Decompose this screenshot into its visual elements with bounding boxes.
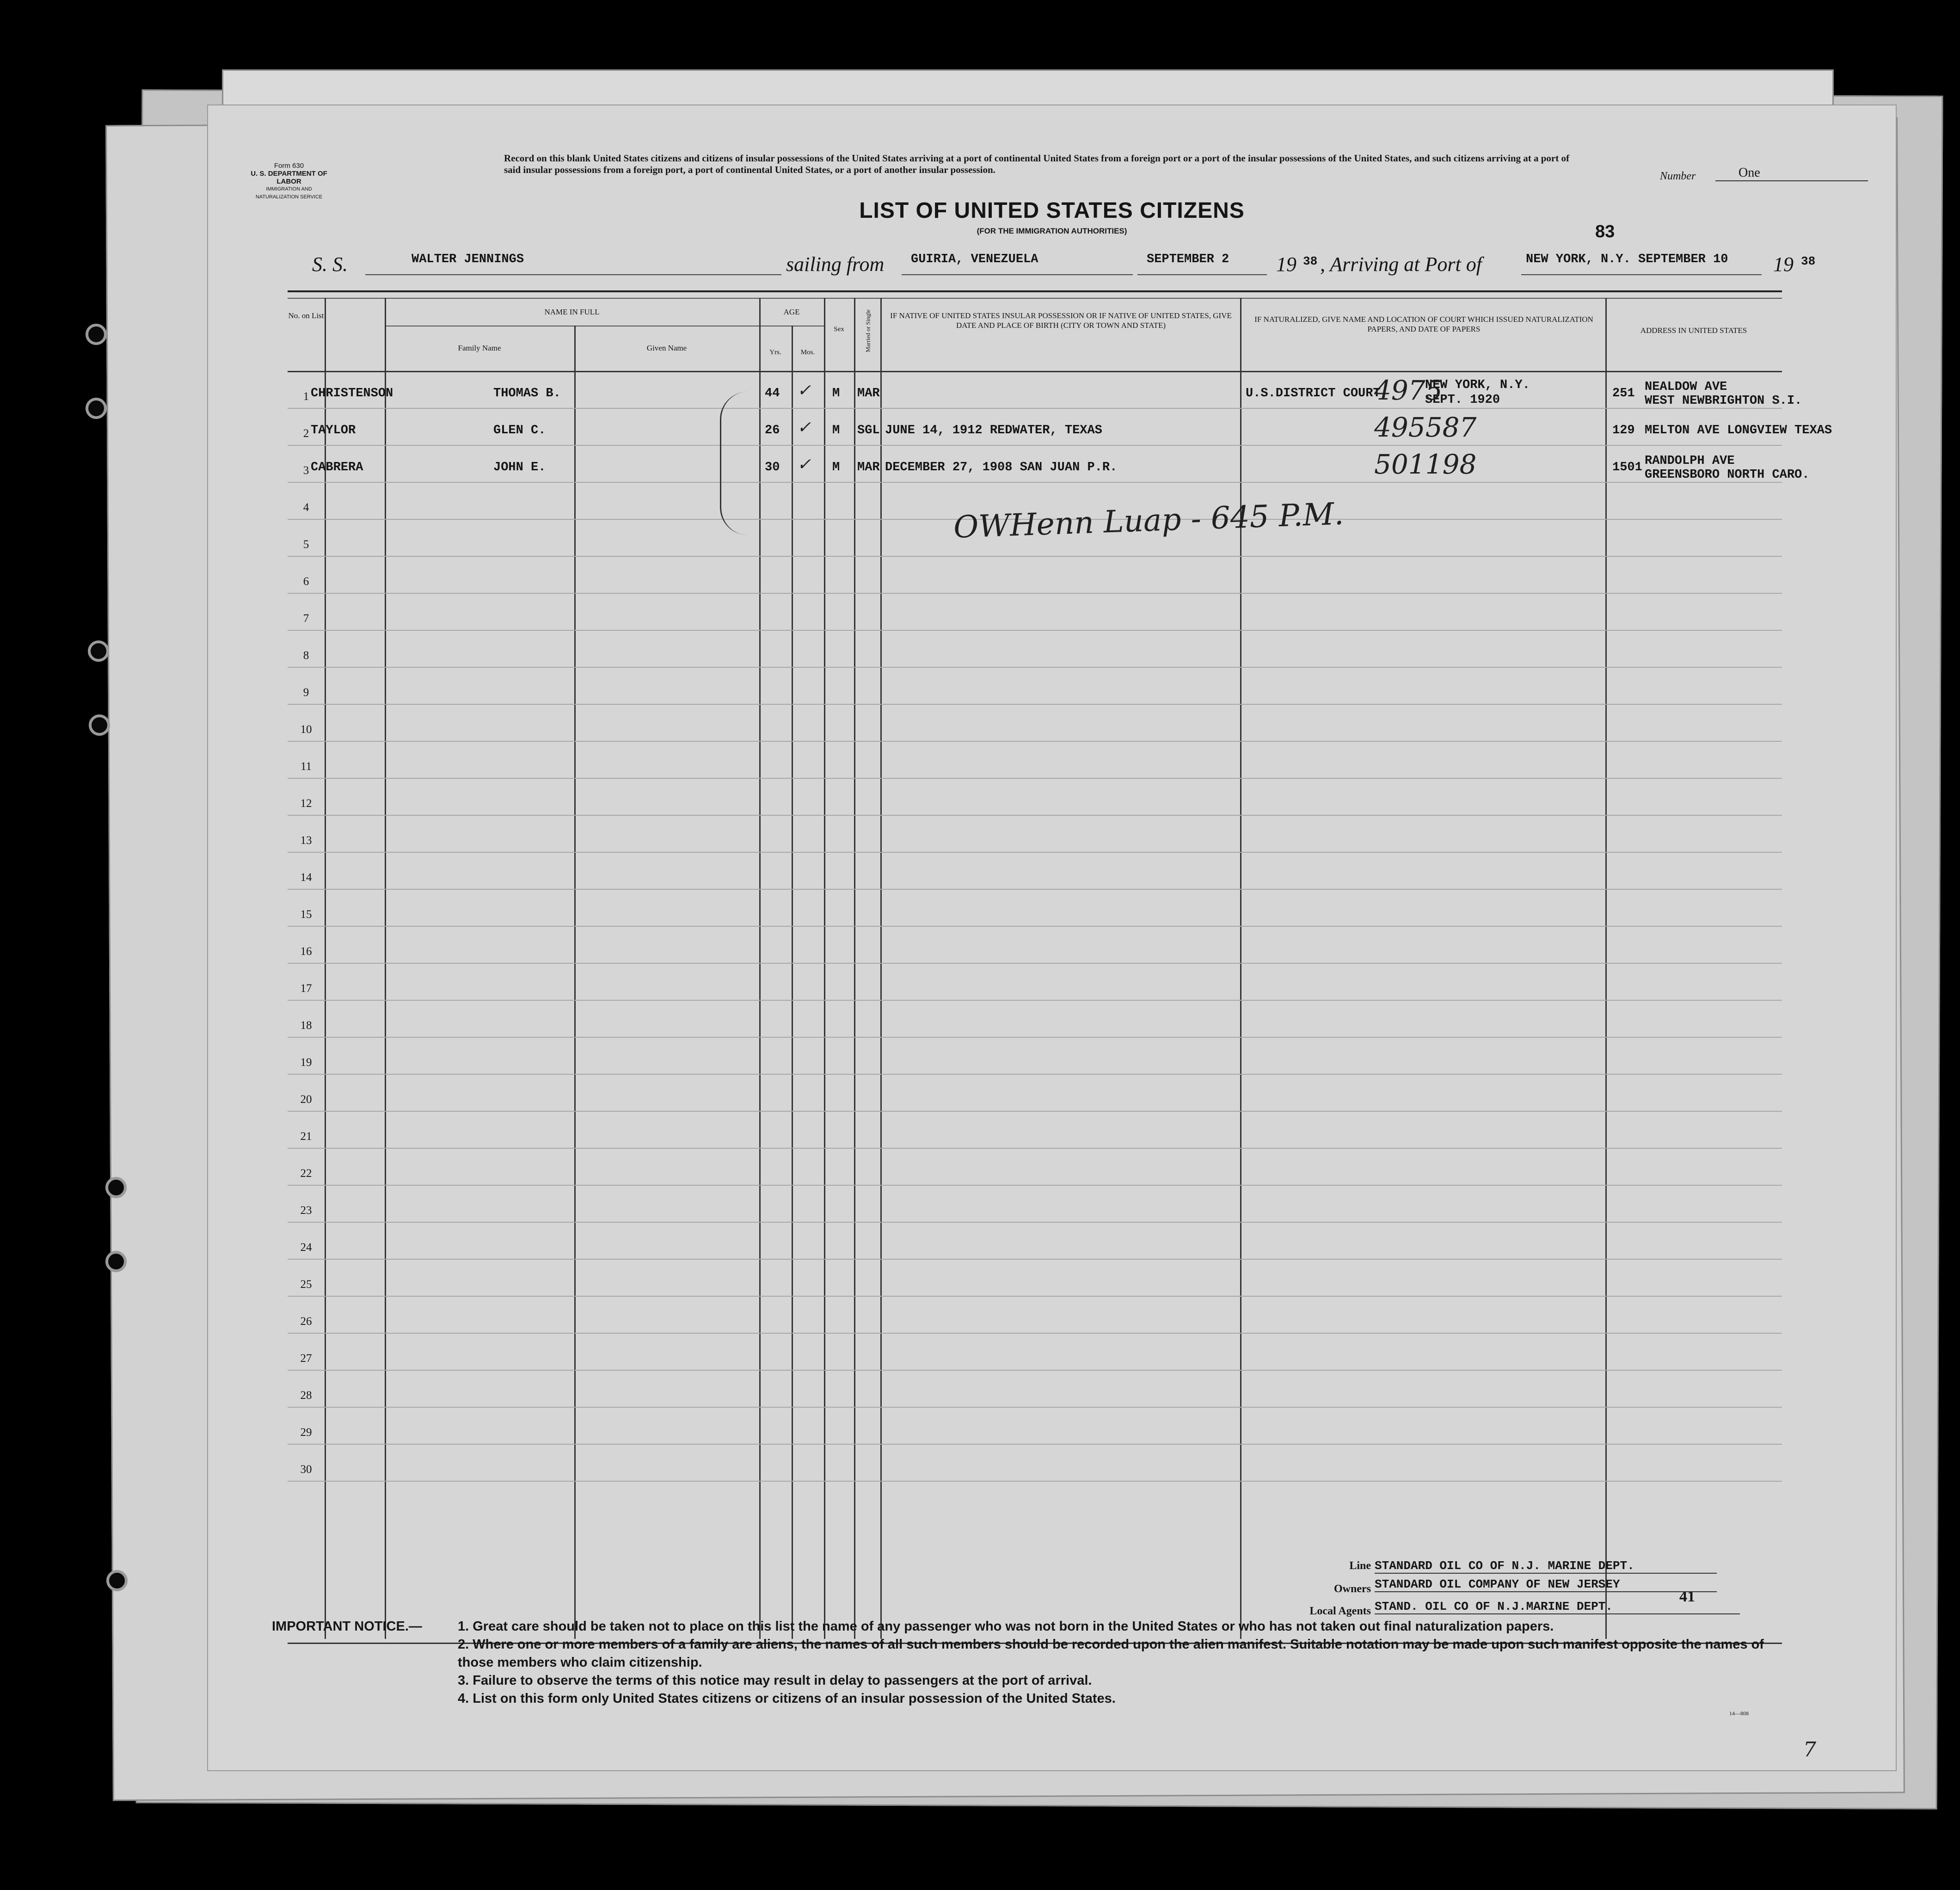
row-rule	[288, 963, 1782, 964]
given-name-cell: THOMAS B.	[493, 387, 561, 400]
sailing-label: sailing from	[786, 253, 885, 276]
row-rule	[288, 704, 1782, 705]
months-check: ✓	[797, 381, 811, 400]
sailing-date: SEPTEMBER 2	[1147, 252, 1229, 266]
row-rule	[288, 1222, 1782, 1223]
court-date-cell: SEPT. 1920	[1425, 393, 1500, 407]
page-subtitle: (FOR THE IMMIGRATION AUTHORITIES)	[977, 227, 1127, 235]
row-number: 11	[300, 760, 312, 773]
year-prefix-2: 19	[1773, 253, 1794, 276]
marital-status-cell: SGL	[857, 424, 880, 437]
col-mos: Mos.	[800, 349, 815, 356]
row-rule	[288, 1185, 1782, 1186]
form-instruction: Record on this blank United States citizens and citizens of insular possessions of the United States arriving at a port of continental United States from a foreign port or a port of the insular possessions of the United States, and such citizens arriving at a port of said insular possessions from a foreign port, a port of continental United States, or a port of another insular possession.	[504, 153, 1569, 175]
row-number: 10	[300, 723, 312, 736]
row-rule	[288, 630, 1782, 631]
header-top-rule	[288, 298, 1782, 299]
address-number-cell: 251	[1612, 387, 1635, 400]
sex-cell: M	[832, 424, 840, 437]
row-rule	[288, 741, 1782, 742]
address-line-2-cell: WEST NEWBRIGHTON S.I.	[1645, 394, 1802, 408]
row-rule	[288, 1296, 1782, 1297]
arrival-port-date: NEW YORK, N.Y. SEPTEMBER 10	[1526, 252, 1728, 266]
notice-title: IMPORTANT NOTICE.—	[272, 1619, 422, 1634]
col-divider	[574, 326, 576, 1639]
handwritten-annotation: OWHenn Luap - 645 P.M.	[952, 496, 1345, 545]
row-rule	[288, 1000, 1782, 1001]
punch-hole	[89, 714, 110, 736]
tally-number: 41	[1679, 1588, 1695, 1605]
corner-number: 7	[1803, 1738, 1816, 1761]
row-number: 16	[300, 945, 312, 958]
row-number: 2	[303, 427, 309, 440]
row-rule	[288, 667, 1782, 668]
col-no: No. on List	[288, 311, 324, 320]
family-name-cell: CHRISTENSON	[311, 387, 393, 400]
punch-hole	[88, 640, 109, 662]
print-code: 14—808	[1729, 1710, 1749, 1717]
row-number: 21	[300, 1130, 312, 1143]
col-yrs: Yrs.	[769, 349, 781, 356]
address-line-1-cell: NEALDOW AVE	[1645, 380, 1727, 394]
page-number: 83	[1595, 222, 1615, 241]
row-number: 6	[303, 575, 309, 588]
row-number: 17	[300, 982, 312, 995]
certificate-number: 501198	[1374, 449, 1477, 480]
col-sex: Sex	[834, 326, 844, 333]
marital-status-cell: MAR	[857, 461, 880, 474]
notice-3: 3. Failure to observe the terms of this notice may result in delay to passengers at the port of arrival.	[458, 1673, 1092, 1688]
notice-1: 1. Great care should be taken not to place on this list the name of any passenger who was not born in the United States or who has not taken out final naturalization papers.	[458, 1619, 1554, 1634]
row-number: 1	[303, 390, 309, 403]
row-number: 29	[300, 1426, 312, 1439]
line-label: Line	[1349, 1560, 1371, 1572]
row-rule	[288, 1481, 1782, 1482]
row-rule	[288, 778, 1782, 779]
col-divider	[792, 326, 793, 1639]
port-underline	[902, 265, 1133, 275]
row-number: 23	[300, 1204, 312, 1217]
age-years-cell: 26	[765, 424, 780, 437]
punch-hole	[86, 324, 107, 345]
header-rule	[288, 371, 1782, 372]
ss-label: S. S.	[312, 253, 348, 276]
col-divider	[824, 298, 825, 1639]
row-number: 18	[300, 1019, 312, 1032]
col-divider	[880, 298, 882, 1639]
row-rule	[288, 408, 1782, 409]
col-divider	[385, 298, 386, 1639]
birth-cell: DECEMBER 27, 1908 SAN JUAN P.R.	[885, 461, 1118, 474]
certificate-number: 495587	[1374, 412, 1477, 443]
punch-hole	[106, 1570, 128, 1591]
row-number: 30	[300, 1463, 312, 1476]
arriving-label: , Arriving at Port of	[1320, 253, 1482, 276]
row-rule	[288, 482, 1782, 483]
service-name: IMMIGRATION AND NATURALIZATION SERVICE	[255, 186, 323, 200]
col-birth: IF NATIVE OF UNITED STATES INSULAR POSSESSION OR IF NATIVE OF UNITED STATES, GIVE DATE AND PLACE OF BIRTH (CITY OR TOWN AND STATE)	[890, 311, 1232, 330]
row-number: 25	[300, 1278, 312, 1291]
col-divider	[1605, 298, 1607, 1639]
arrival-year: 38	[1801, 254, 1816, 268]
family-name-cell: CABRERA	[311, 461, 363, 474]
agents-label: Local Agents	[1309, 1605, 1371, 1617]
court-cell: U.S.DISTRICT COURT	[1246, 387, 1381, 400]
row-rule	[288, 445, 1782, 446]
row-rule	[288, 926, 1782, 927]
sailing-from: GUIRIA, VENEZUELA	[911, 252, 1038, 266]
notice-4: 4. List on this form only United States citizens or citizens of an insular possession of the United States.	[458, 1691, 1116, 1706]
certificate-number: 4975	[1374, 375, 1443, 406]
row-rule	[288, 889, 1782, 890]
row-number: 22	[300, 1167, 312, 1180]
row-rule	[288, 1148, 1782, 1149]
age-years-cell: 30	[765, 461, 780, 474]
col-married-label: Married or Single	[864, 309, 872, 352]
col-divider	[759, 298, 761, 1639]
punch-hole	[105, 1177, 127, 1198]
court-location-cell: NEW YORK, N.Y.	[1425, 378, 1530, 392]
row-number: 27	[300, 1352, 312, 1365]
page-title: LIST OF UNITED STATES CITIZENS	[859, 198, 1245, 223]
sex-cell: M	[832, 461, 840, 474]
row-rule	[288, 852, 1782, 853]
marital-status-cell: MAR	[857, 387, 880, 400]
col-age: AGE	[783, 308, 800, 316]
col-name-in-full: NAME IN FULL	[544, 308, 600, 316]
number-label: Number	[1660, 170, 1696, 182]
row-number: 4	[303, 501, 309, 514]
address-line-1-cell: RANDOLPH AVE	[1645, 454, 1735, 468]
months-check: ✓	[797, 455, 811, 474]
row-number: 24	[300, 1241, 312, 1254]
row-rule	[288, 1370, 1782, 1371]
col-married	[854, 301, 880, 370]
col-naturalized: IF NATURALIZED, GIVE NAME AND LOCATION OF COURT WHICH ISSUED NATURALIZATION PAPERS, AND DATE OF PAPERS	[1254, 315, 1593, 333]
punch-hole	[105, 1251, 127, 1272]
row-number: 5	[303, 538, 309, 551]
owners-value: STANDARD OIL COMPANY OF NEW JERSEY	[1375, 1577, 1717, 1592]
agents-value: STAND. OIL CO OF N.J.MARINE DEPT.	[1375, 1600, 1740, 1614]
row-number: 9	[303, 686, 309, 699]
notice-2: 2. Where one or more members of a family are aliens, the names of all such members should be recorded upon the alien manifest. Suitable notation may be made upon such manifest opposite the names of those members who claim citizenship.	[458, 1637, 1764, 1670]
given-name-cell: JOHN E.	[493, 461, 546, 474]
row-number: 8	[303, 649, 309, 662]
row-number: 19	[300, 1056, 312, 1069]
manifest-table	[288, 290, 1832, 1644]
row-number: 15	[300, 908, 312, 921]
manifest-page	[207, 105, 1897, 1771]
ship-name: WALTER JENNINGS	[412, 252, 524, 266]
address-line-1-cell: MELTON AVE LONGVIEW TEXAS	[1645, 424, 1832, 437]
row-number: 28	[300, 1389, 312, 1402]
handwritten-bracket	[720, 392, 749, 535]
row-rule	[288, 1407, 1782, 1408]
ship-underline	[365, 265, 781, 275]
row-rule	[288, 1444, 1782, 1445]
row-number: 12	[300, 797, 312, 810]
owners-label: Owners	[1334, 1583, 1371, 1595]
sailing-year: 38	[1303, 254, 1318, 268]
address-number-cell: 129	[1612, 424, 1635, 437]
row-rule	[288, 556, 1782, 557]
birth-cell: JUNE 14, 1912 REDWATER, TEXAS	[885, 424, 1102, 437]
row-number: 20	[300, 1093, 312, 1106]
line-value: STANDARD OIL CO OF N.J. MARINE DEPT.	[1375, 1559, 1717, 1574]
address-line-2-cell: GREENSBORO NORTH CARO.	[1645, 468, 1810, 482]
punch-hole	[86, 398, 107, 419]
notice-list	[458, 1618, 1789, 1708]
col-address: ADDRESS IN UNITED STATES	[1640, 326, 1747, 335]
col-divider	[854, 298, 855, 1639]
given-name-cell: GLEN C.	[493, 424, 546, 437]
row-rule	[288, 1333, 1782, 1334]
row-number: 26	[300, 1315, 312, 1328]
row-rule	[288, 1259, 1782, 1260]
date-underline	[1137, 265, 1267, 275]
col-divider	[325, 298, 326, 1639]
row-rule	[288, 1037, 1782, 1038]
department-name: U. S. DEPARTMENT OF LABOR	[251, 170, 327, 185]
form-id	[245, 162, 333, 201]
col-family-name: Family Name	[458, 344, 501, 352]
row-rule	[288, 815, 1782, 816]
col-given-name: Given Name	[646, 344, 687, 352]
row-number: 3	[303, 464, 309, 477]
row-rule	[288, 1111, 1782, 1112]
row-number: 7	[303, 612, 309, 625]
arrival-underline	[1521, 265, 1762, 275]
address-number-cell: 1501	[1612, 461, 1642, 474]
year-prefix-1: 19	[1276, 253, 1296, 276]
row-rule	[288, 1074, 1782, 1075]
family-name-cell: TAYLOR	[311, 424, 356, 437]
form-number: Form 630	[274, 162, 304, 170]
row-number: 13	[300, 834, 312, 847]
number-value: One	[1715, 166, 1868, 181]
row-rule	[288, 593, 1782, 594]
sex-cell: M	[832, 387, 840, 400]
row-number: 14	[300, 871, 312, 884]
age-years-cell: 44	[765, 387, 780, 400]
months-check: ✓	[797, 418, 811, 437]
